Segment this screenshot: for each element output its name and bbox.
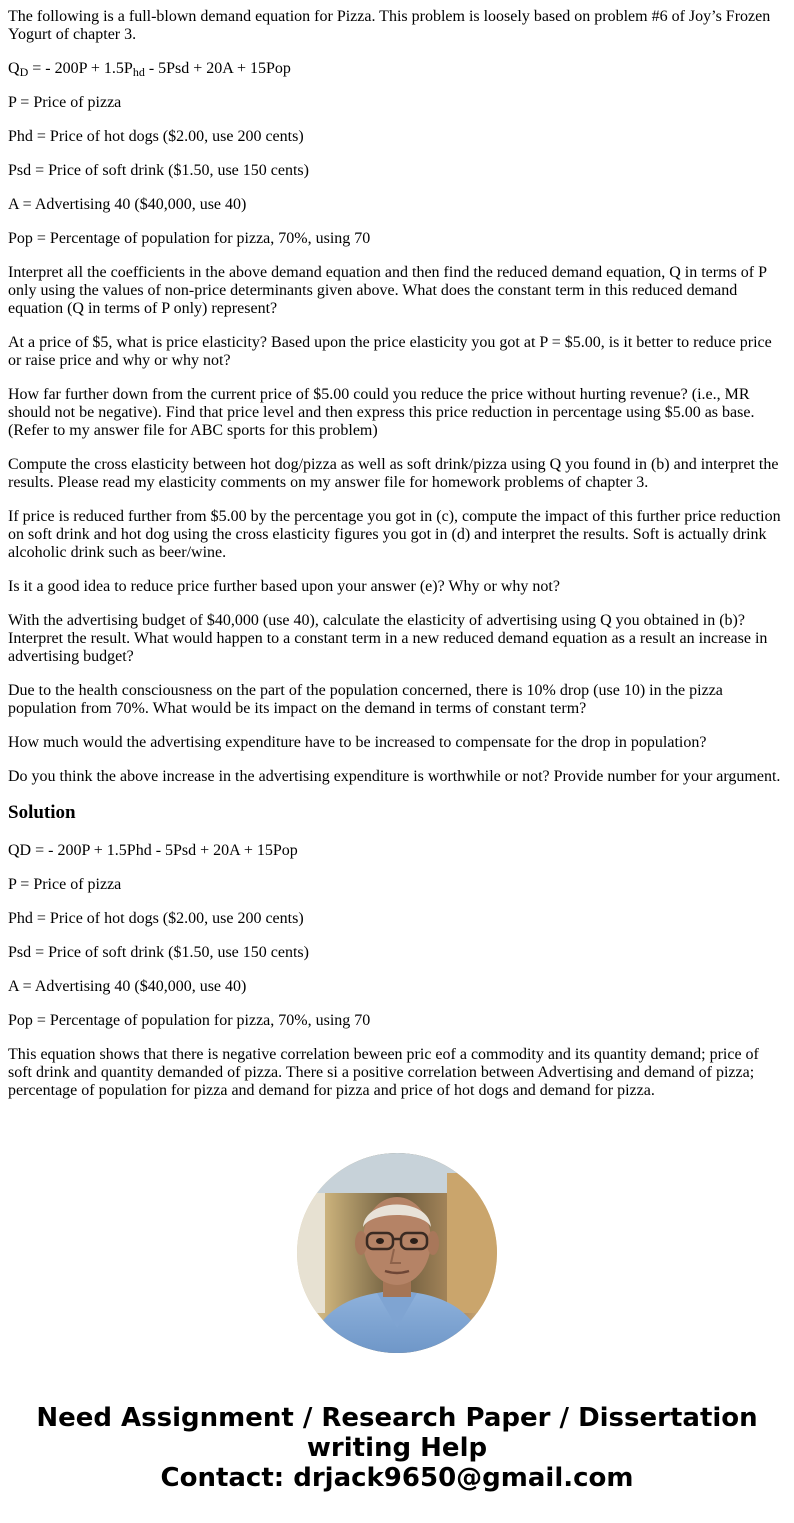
question-part-c: How far further down from the current price of $5.00 could you reduce the price without hurting revenue? (i.e., MR should not be negative). Find that price level and then express this price reduction in percentage using $5.00 as base. (Refer to my answer file for ABC sports for this problem) xyxy=(8,386,755,439)
promo-line-contact: Contact: drjack9650@gmail.com xyxy=(160,1463,634,1493)
question-part-g: With the advertising budget of $40,000 (use 40), calculate the elasticity of advertising using Q you obtained in (b)? Interpret the result. What would happen to a constant term in a new reduced demand equation as a result an increase in advertising budget? xyxy=(8,612,768,665)
definition-p: P = Price of pizza xyxy=(8,94,122,111)
solution-definition-phd: Phd = Price of hot dogs ($2.00, use 200 cents) xyxy=(8,910,304,927)
promo-banner xyxy=(0,1403,794,1493)
solution-explanation: This equation shows that there is negative correlation beween pric eof a commodity and its quantity demand; price of soft drink and quantity demanded of pizza. There si a positive correlation between Advertising and demand of pizza; percentage of population for pizza and demand for pizza and price of hot dogs and demand for pizza. xyxy=(8,1046,759,1099)
question-part-b: At a price of $5, what is price elasticity? Based upon the price elasticity you got at P = $5.00, is it better to reduce price or raise price and why or why not? xyxy=(8,334,772,369)
question-part-f: Is it a good idea to reduce price further based upon your answer (e)? Why or why not? xyxy=(8,578,560,595)
document-body xyxy=(8,8,784,1116)
question-part-d: Compute the cross elasticity between hot dog/pizza as well as soft drink/pizza using Q you found in (b) and interpret the results. Please read my elasticity comments on my answer file for homework problems of chapter 3. xyxy=(8,456,779,491)
question-part-j: Do you think the above increase in the advertising expenditure is worthwhile or not? Provide number for your argument. xyxy=(8,768,781,785)
solution-definition-p: P = Price of pizza xyxy=(8,876,122,893)
question-part-h: Due to the health consciousness on the part of the population concerned, there is 10% drop (use 10) in the pizza population from 70%. What would be its impact on the demand in terms of constant term? xyxy=(8,682,723,717)
definition-psd: Psd = Price of soft drink ($1.50, use 150 cents) xyxy=(8,162,309,179)
solution-definition-pop: Pop = Percentage of population for pizza, 70%, using 70 xyxy=(8,1012,371,1029)
definition-phd: Phd = Price of hot dogs ($2.00, use 200 cents) xyxy=(8,128,304,145)
solution-heading: Solution xyxy=(8,802,76,823)
question-part-a: Interpret all the coefficients in the above demand equation and then find the reduced demand equation, Q in terms of P only using the values of non-price determinants given above. What does the constant term in this reduced demand equation (Q in terms of P only) represent? xyxy=(8,264,767,317)
question-part-e: If price is reduced further from $5.00 by the percentage you got in (c), compute the impact of this further price reduction on soft drink and hot dog using the cross elasticity figures you got in (d) and interpret the results. Soft is actually drink alcoholic drink such as beer/wine. xyxy=(8,508,781,561)
solution-definition-psd: Psd = Price of soft drink ($1.50, use 150 cents) xyxy=(8,944,309,961)
definition-a: A = Advertising 40 ($40,000, use 40) xyxy=(8,196,247,213)
definition-pop: Pop = Percentage of population for pizza, 70%, using 70 xyxy=(8,230,371,247)
question-intro: The following is a full-blown demand equation for Pizza. This problem is loosely based on problem #6 of Joy’s Frozen Yogurt of chapter 3. xyxy=(8,8,771,43)
solution-definition-a: A = Advertising 40 ($40,000, use 40) xyxy=(8,978,247,995)
promo-line-help: Need Assignment / Research Paper / Dissertation writing Help xyxy=(36,1403,758,1463)
question-part-i: How much would the advertising expenditure have to be increased to compensate for the drop in population? xyxy=(8,734,707,751)
demand-equation: $Q_D$ = - $200P + 1.5P_{hd} - 5Psd + 20A + 15Pop$ xyxy=(8,60,291,79)
solution-equation: QD = - 200P + 1.5Phd - 5Psd + 20A + 15Pop xyxy=(8,842,298,859)
author-avatar xyxy=(297,1153,497,1353)
